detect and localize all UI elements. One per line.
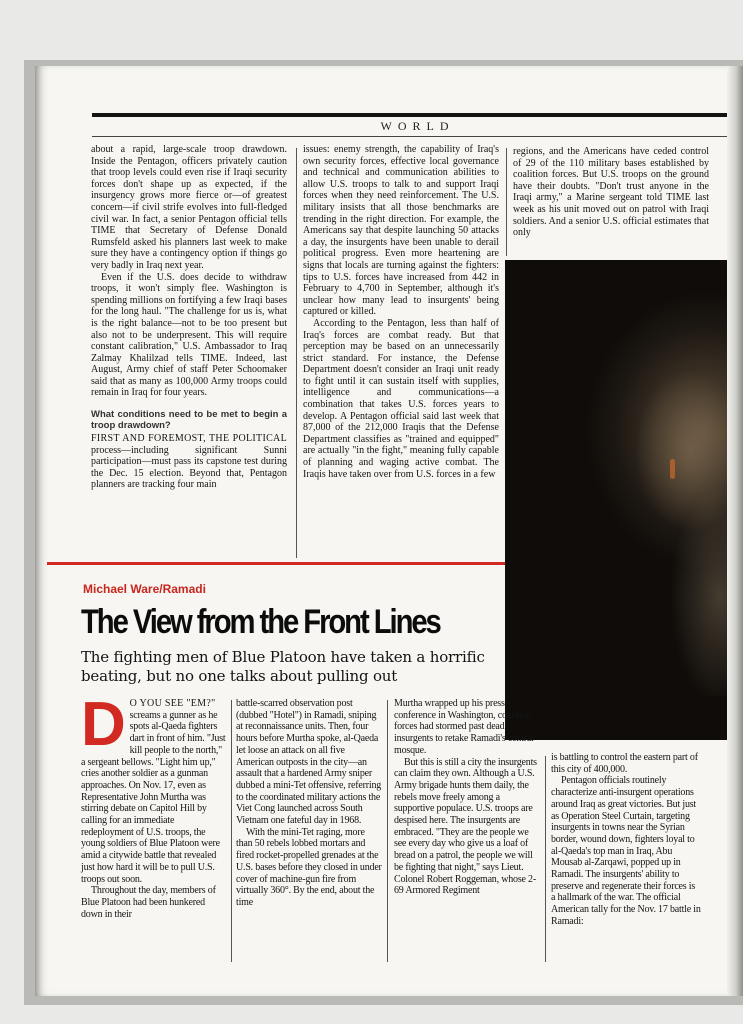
column-divider: [296, 148, 297, 558]
top-article-column-2: [303, 144, 499, 480]
paragraph: regions, and the Americans have ceded control of 29 of the 110 military bases established by coalition forces. But U.S. troops on the ground have their doubts. "Don't trust anyone in the Iraqi army," a Marine sergeant told TIME last week as his unit moved out on patrol with Iraqi soldiers. And a senior U.S. official estimates that only: [513, 146, 709, 239]
header-underline: [92, 136, 743, 137]
paragraph: is battling to control the eastern part of this city of 400,000.: [551, 752, 698, 775]
drop-cap: D: [81, 690, 126, 759]
magazine-page: [35, 66, 743, 996]
paragraph: With the mini-Tet raging, more than 50 rebels lobbed mortars and fired rocket-propelled grenades at the U.S. bases before they closed in under cover of machine-gun fire from virtually 360°. By the end, about the time: [236, 826, 382, 908]
photo-ember: [670, 459, 675, 479]
column-divider: [231, 700, 232, 962]
feature-title: The View from the Front Lines: [81, 603, 440, 641]
header-rule: [92, 113, 743, 117]
feature-column-3: [394, 698, 540, 897]
page-edge-shadow: [727, 66, 743, 996]
paragraph: [91, 433, 287, 491]
paragraph-text: screams a gunner as he spots al-Qaeda fighters dart in front of him. "Just kill people to the north," a sergeant bellows. "Light him up," cries another soldier as a gunman approaches. On Nov. 17, even as Representative John Murtha was stirring debate on Capitol Hill by calling for an immediate redeployment of U.S. troops, the young soldiers of Blue Platoon were amid a citywide battle that revealed just how hard it will be to pull U.S. troops out soon.: [81, 709, 226, 885]
paragraph: battle-scarred observation post (dubbed "Hotel") in Ramadi, sniping at reconnaissance units. Then, four hours before Murtha spoke, al-Qaeda let loose an attack on all five American outposts in the city—an assault that a hardened Army sniper dubbed a mini-Tet offensive, referring to the coordinated military actions the Viet Cong launched across South Vietnam one fateful day in 1968.: [236, 698, 382, 827]
paragraph: Murtha wrapped up his press conference in Washington, coalition forces had stormed past dead insurgents to retake Ramadi's central mosque.: [394, 698, 534, 756]
feature-column-4: [551, 752, 701, 928]
column-divider: [506, 148, 507, 256]
paragraph: Even if the U.S. does decide to withdraw troops, it won't simply flee. Washington is spending millions on fortifying a few Iraqi bases for the long haul. "The challenge for us is, what is the right balance—not to be too present but also not to be underpresent. This will require constant calibration," U.S. Ambassador to Iraq Zalmay Khalilzad tells TIME. Indeed, last August, Army chief of staff Peter Schoomaker said that as many as 100,000 Army troops could remain in Iraq for four years.: [91, 271, 287, 399]
paragraph: about a rapid, large-scale troop drawdown. Inside the Pentagon, officers privately caution that troop levels could even rise if Iraqi security forces don't shape up as expected, if the insurgency grows more fierce or—of greatest concern—if civil strife evolves into full-fledged civil war. In fact, a senior Pentagon official tells TIME that Secretary of Defense Donald Rumsfeld asked his planners last week to make sure they have a contingency option if things go very badly in Iraq next year.: [91, 144, 287, 271]
paragraph: According to the Pentagon, less than half of Iraq's forces are combat ready. But that perception may be based on an unnecessarily strict standard. For instance, the Defense Department doesn't consider an Iraqi unit ready to fight until it can sustain itself with supplies, intelligence and communications—a combination that takes U.S. forces years to develop. A Pentagon official said last week that 87,000 of the 212,000 Iraqis that the Defense Department classifies as "trained and equipped" are actually "in the fight," meaning fully capable of planning and waging active combat. The Iraqis have taken over from U.S. forces in a few: [303, 317, 499, 480]
top-article-column-3: [513, 146, 709, 239]
paragraph: issues: enemy strength, the capability of Iraq's own security forces, effective local governance and technical and communication abilities to allow U.S. troops to talk to and support Iraqi forces when they need reinforcement. The U.S. military insists that all those benchmarks are trending in the right direction. For example, the Americans say that despite launching 50 attacks a day, the insurgents have been unable to derail political progress. Even more heartening are signs that locals are turning against the fighters: tips to U.S. forces have increased from 442 in February to 4,700 in September, although it's unclear how many lead to insurgents' being captured or killed.: [303, 144, 499, 318]
paragraph: But this is still a city the insurgents can claim they own. Although a U.S. Army brigade hunts them daily, the rebels move freely among a supportive populace. U.S. troops are despised here. The insurgents are embraced. "They are the people we see every day who give us a loaf of bread on a patrol, the people we will be fighting that night," says Lieut. Colonel Robert Roggeman, whose 2-69 Armored Regiment: [394, 756, 537, 897]
paragraph: Throughout the day, members of Blue Platoon had been hunkered down in their: [81, 885, 216, 920]
feature-column-1: [81, 690, 227, 920]
feature-red-rule: [47, 562, 505, 565]
column-divider: [545, 756, 546, 962]
lead-in: O YOU SEE "EM?": [129, 698, 216, 709]
feature-dek: The fighting men of Blue Platoon have taken a horrific beating, but no one talks about pulling out: [81, 648, 485, 685]
paragraph-text: process—including significant Sunni participation—must pass its capstone test during the Dec. 15 election. Beyond that, Pentagon planners are tracking four main: [91, 444, 287, 491]
column-divider: [387, 700, 388, 962]
section-label: WORLD: [380, 119, 455, 133]
lead-in: FIRST AND FOREMOST, THE POLITICAL: [91, 433, 287, 445]
top-article-column-1: [91, 144, 287, 491]
feature-byline: Michael Ware/Ramadi: [83, 582, 206, 596]
paragraph: Pentagon officials routinely characterize anti-insurgent operations around Iraq as great victories. But just as Operation Steel Curtain, targeting insurgents in towns near the Syrian border, wound down, fighters loyal to al-Qaeda's top man in Iraq, Abu Mousab al-Zarqawi, popped up in Ramadi. The insurgents' ability to preserve and regenerate their forces is a hallmark of the war. The official American tally for the Nov. 17 battle in Ramadi:: [551, 775, 701, 927]
question-subhead: What conditions need to be met to begin a troop drawdown?: [91, 409, 287, 432]
feature-column-2: [236, 698, 382, 909]
